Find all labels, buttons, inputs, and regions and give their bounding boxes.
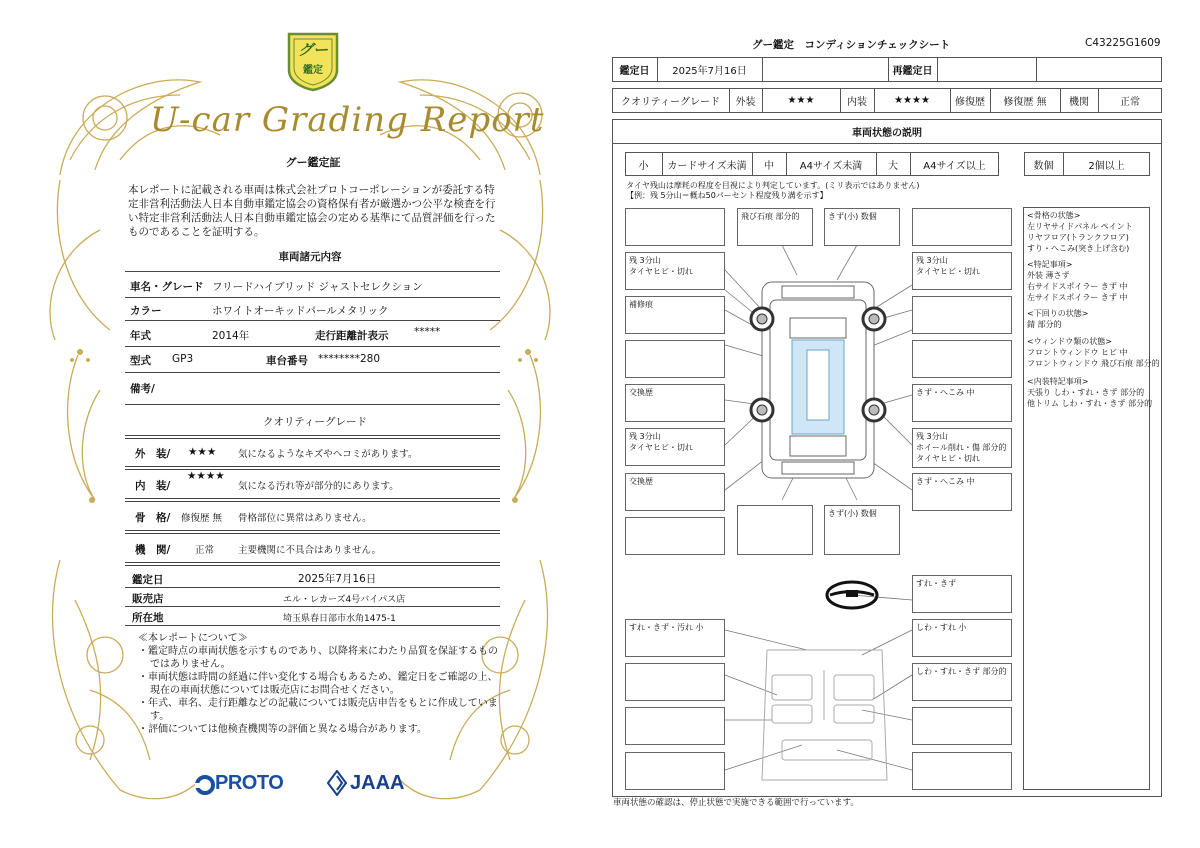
dealer-label: 販売店	[132, 593, 164, 605]
vehicle-section-title: 車両諸元内容	[278, 251, 342, 263]
mileage-label: 走行距離計表示	[315, 330, 389, 342]
dealer-value: エル・レカーズ4号バイパス店	[283, 595, 406, 605]
condition-slot	[625, 707, 725, 745]
badge-top-text: グー	[297, 41, 328, 59]
mileage-value: *****	[414, 326, 441, 338]
condition-slot: きず・へこみ 中	[912, 384, 1012, 422]
report-notes	[138, 632, 498, 736]
condition-slot: 残 3分山 タイヤヒビ・切れ	[912, 252, 1012, 290]
side-note: <内装特記事項>	[1027, 377, 1089, 386]
notes-title: ≪本レポートについて≫	[138, 633, 248, 644]
note-item: ・評価については他検査機関等の評価と異なる場合があります。	[138, 724, 427, 735]
repair-value: 修復歴 無	[1003, 97, 1047, 108]
year-label: 年式	[130, 330, 151, 342]
note-item: ・年式、車名、走行距離などの記載については販売店申告をもとに作成しています。	[138, 698, 498, 722]
condition-slot	[912, 340, 1012, 378]
condition-slot: きず(小) 数個	[824, 505, 900, 555]
chassis-value: ********280	[318, 353, 381, 365]
condition-slot: 残 3分山 タイヤヒビ・切れ	[625, 428, 725, 466]
chassis-label: 車台番号	[266, 355, 308, 367]
condition-slot: すれ・きず	[912, 575, 1012, 613]
engine-value: 正常	[195, 545, 215, 556]
frame-label: 骨 格/	[135, 512, 171, 524]
side-note: <下回りの状態>	[1027, 309, 1089, 318]
engine-value: 正常	[1120, 97, 1140, 108]
condition-slot: しわ・すれ 小	[912, 619, 1012, 657]
side-note: 左リヤサイドパネル ペイント	[1027, 222, 1133, 231]
divider	[125, 372, 500, 373]
condition-slot: すれ・きず・汚れ 小	[625, 619, 725, 657]
interior-text: 気になる汚れ等が部分的にあります。	[238, 481, 399, 492]
condition-slot	[625, 340, 725, 378]
jaaa-logo-icon	[327, 770, 347, 796]
condition-slot: きず・へこみ 中	[912, 473, 1012, 511]
condition-slot: 飛び石痕 部分的	[737, 208, 813, 246]
condition-slot: 残 3分山 ホイール削れ・傷 部分的 タイヤヒビ・切れ	[912, 428, 1012, 468]
exterior-label: 外装	[735, 97, 756, 108]
car-name-value: フリードハイブリッド ジャストセレクション	[212, 281, 423, 293]
sheet-number: C43225G1609	[1085, 37, 1161, 49]
location-value: 埼玉県春日部市水角1475-1	[283, 614, 396, 624]
reappraisal-date-label: 再鑑定日	[892, 66, 933, 77]
condition-slot	[912, 752, 1012, 790]
divider	[125, 435, 500, 439]
condition-slot	[625, 663, 725, 701]
condition-slot: 補修痕	[625, 296, 725, 334]
divider	[125, 320, 500, 321]
size-small: 小	[638, 160, 649, 172]
side-note: <骨格の状態>	[1027, 211, 1081, 220]
condition-slot	[912, 208, 1012, 246]
certificate-intro: 本レポートに記載される車両は株式会社プロトコーポレーションが委託する特定非営利活動法人日本自動車鑑定協会の資格保有者が厳選かつ公平な検査を行い特定非営利活動法人日本自動車鑑定協会の定める基準にて品質評価を行ったものであることを証明する。	[128, 184, 496, 238]
side-note: 天張り しわ・すれ・きず 部分的	[1027, 388, 1145, 397]
report-title: U-car Grading Report	[150, 100, 545, 140]
goo-appraisal-badge	[285, 30, 341, 92]
condition-slot	[912, 296, 1012, 334]
side-note: フロントウィンドウ ヒビ 中	[1027, 348, 1128, 357]
proto-logo: PROTO	[215, 772, 284, 794]
exterior-stars: ★★★	[787, 95, 815, 106]
certificate-title: グー鑑定証	[285, 156, 341, 169]
appraisal-date-label: 鑑定日	[619, 66, 650, 77]
interior-label: 内装	[847, 97, 867, 108]
interior-stars: ★★★★	[894, 95, 930, 106]
frame-text: 骨格部位に異常はありません。	[238, 513, 372, 524]
condition-slot: しわ・すれ・きず 部分的	[912, 663, 1012, 701]
appraisal-date-label: 鑑定日	[132, 574, 164, 586]
divider	[125, 587, 500, 588]
divider	[125, 625, 500, 626]
divider	[125, 271, 500, 272]
tire-note-2: 【例：残 5分山＝概ね50パーセント程度残り溝を示す】	[626, 191, 828, 200]
note-item: ・鑑定時点の車両状態を示すものであり、以降将来にわたり品質を保証するものではありません。	[138, 646, 498, 670]
divider	[125, 297, 500, 298]
exterior-stars: ★★★	[188, 446, 217, 458]
size-medium: 中	[764, 160, 774, 172]
side-note: すり・へこみ(突き上げ含む)	[1027, 244, 1130, 253]
condition-slot	[737, 505, 813, 555]
condition-slot: 交換歴	[625, 473, 725, 511]
car-name-label: 車名・グレード	[130, 281, 204, 293]
condition-slot	[625, 517, 725, 555]
engine-label: 機 関/	[135, 544, 171, 556]
grade-label: クオリティーグレード	[621, 97, 720, 108]
divider	[125, 498, 500, 502]
color-label: カラー	[130, 305, 162, 317]
condition-slot	[625, 752, 725, 790]
size-small-desc: カードサイズ未満	[667, 160, 747, 172]
condition-slot: 交換歴	[625, 384, 725, 422]
engine-text: 主要機関に不具合はありません。	[238, 545, 382, 556]
quality-section-title: クオリティーグレード	[263, 416, 367, 428]
count-label: 数個	[1033, 160, 1054, 172]
model-label: 型式	[130, 355, 151, 367]
year-value: 2014年	[212, 330, 250, 342]
side-note: 錆 部分的	[1027, 320, 1062, 329]
engine-label: 機関	[1069, 97, 1089, 108]
divider	[125, 346, 500, 347]
note-item: ・車両状態は時間の経過に伴い変化する場合もあるため、鑑定日をご確認の上、現在の車両状態については販売店にお問合せください。	[138, 672, 498, 696]
side-note: 左サイドスポイラー きず 中	[1027, 293, 1128, 302]
appraisal-date-value: 2025年7月16日	[298, 573, 377, 585]
color-value: ホワイトオーキッドパールメタリック	[212, 305, 389, 317]
side-note: 他トリム しわ・すれ・きず 部分的	[1027, 399, 1153, 408]
side-note: 右サイドスポイラー きず 中	[1027, 282, 1128, 291]
count-value: 2個以上	[1088, 160, 1125, 172]
divider	[125, 466, 500, 470]
condition-slot: きず(小) 数個	[824, 208, 900, 246]
side-note: フロントウィンドウ 飛び石痕 部分的	[1027, 359, 1160, 368]
remarks-label: 備考/	[130, 383, 155, 395]
size-medium-desc: A4サイズ未満	[799, 160, 863, 172]
condition-slot	[625, 208, 725, 246]
condition-slot: 残 3分山 タイヤヒビ・切れ	[625, 252, 725, 290]
interior-stars: ★★★★	[187, 470, 225, 482]
side-note: <ウィンドウ類の状態>	[1027, 337, 1112, 346]
condition-slot	[912, 707, 1012, 745]
location-label: 所在地	[132, 612, 164, 624]
model-value: GP3	[172, 353, 194, 365]
sheet-title: グー鑑定 コンディションチェックシート	[752, 39, 951, 51]
side-note: 外装 薄さず	[1027, 271, 1070, 280]
tire-note-1: タイヤ残山は摩耗の程度を目視により判定しています。(ミリ表示ではありません)	[626, 181, 920, 190]
steering-wheel-icon	[827, 582, 877, 608]
divider	[125, 606, 500, 607]
condition-title: 車両状態の説明	[852, 127, 922, 139]
proto-logo-icon	[194, 774, 216, 796]
divider	[125, 530, 500, 534]
frame-value: 修復歴 無	[181, 513, 223, 524]
sheet-footer-note: 車両状態の確認は、停止状態で実施できる範囲で行っています。	[613, 798, 859, 808]
side-note: <特記事項>	[1027, 260, 1073, 269]
divider	[125, 404, 500, 405]
side-note: リヤフロア(トランクフロア)	[1027, 233, 1129, 242]
exterior-text: 気になるようなキズやヘコミがあります。	[238, 449, 418, 460]
appraisal-date-value: 2025年7月16日	[672, 66, 747, 77]
interior-label: 内 装/	[135, 480, 171, 492]
divider	[125, 562, 500, 566]
jaaa-logo: JAAA	[350, 772, 405, 794]
repair-label: 修復歴	[955, 97, 985, 108]
exterior-label: 外 装/	[135, 448, 171, 460]
badge-bottom-text: 鑑定	[303, 65, 323, 76]
size-large: 大	[888, 160, 898, 172]
size-large-desc: A4サイズ以上	[923, 160, 986, 172]
